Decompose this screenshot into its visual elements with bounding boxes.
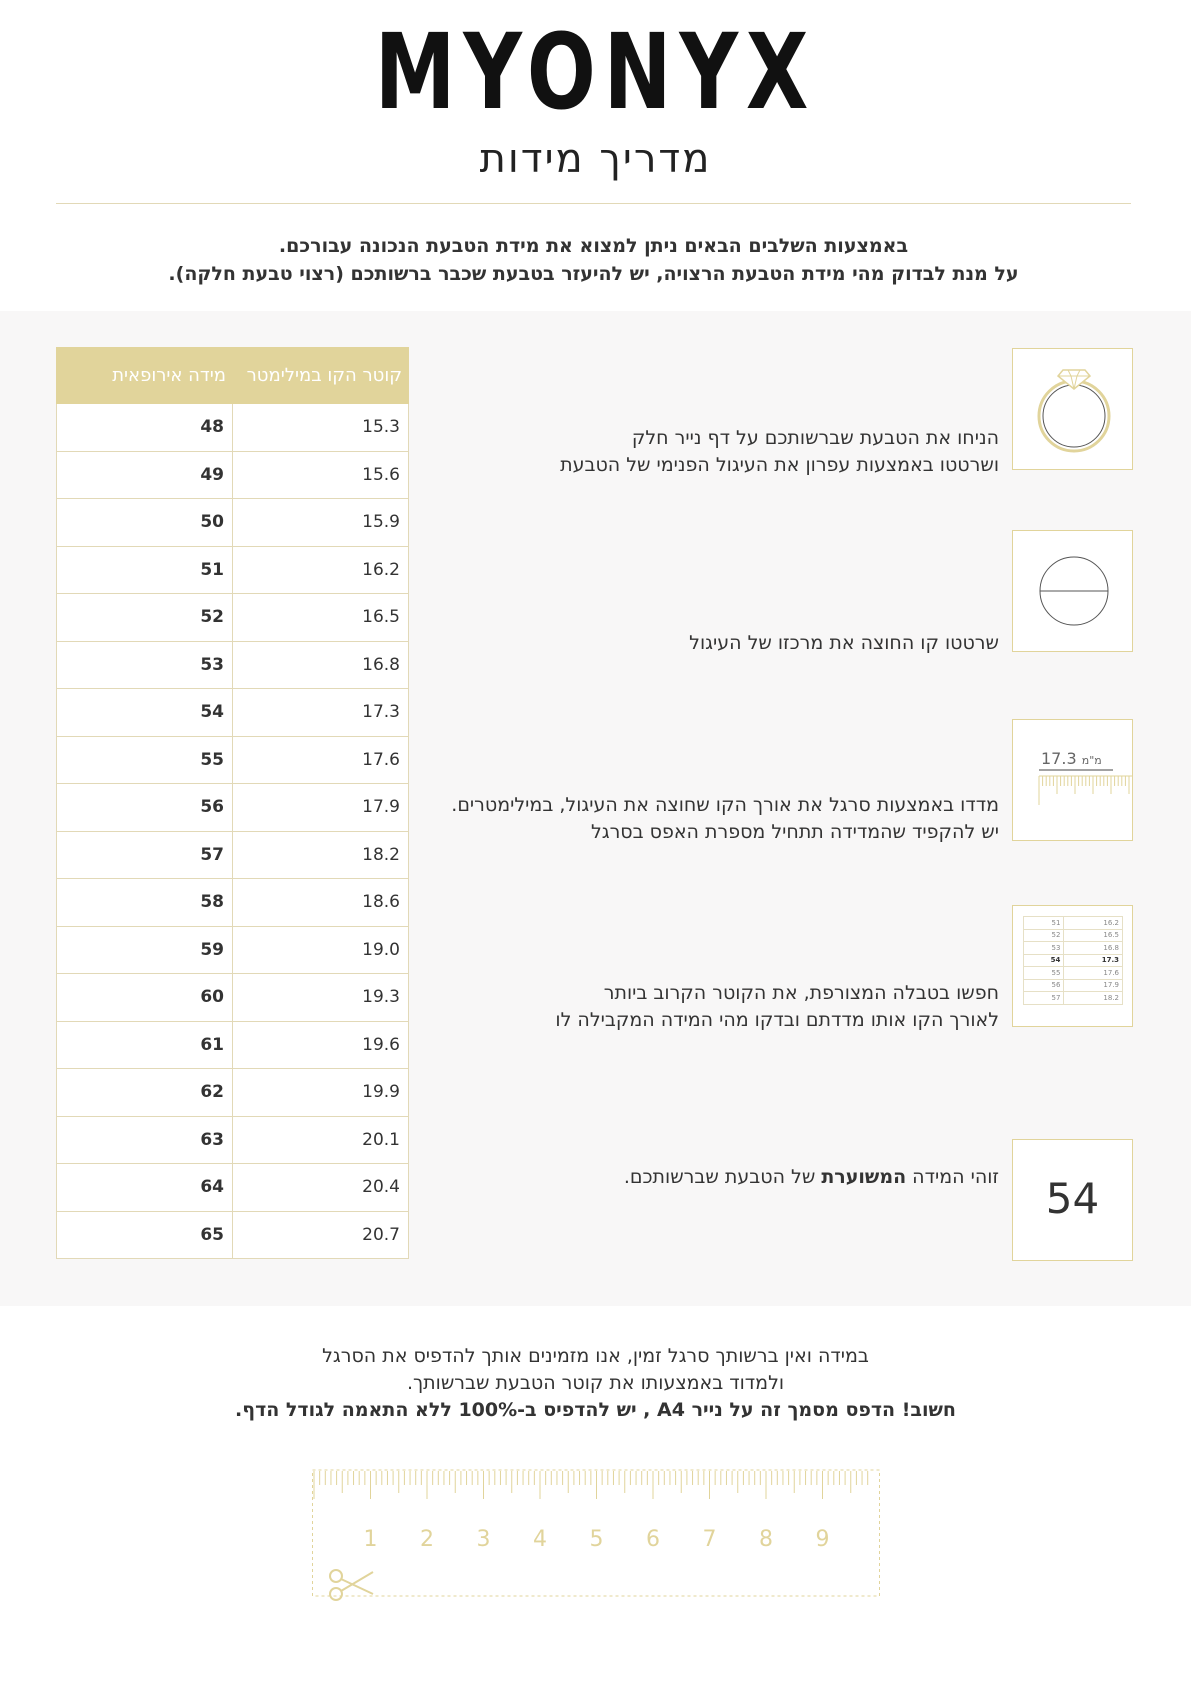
diameter-cell: 20.7 [233,1211,409,1259]
ruler-number: 8 [759,1527,773,1552]
diameter-cell: 15.9 [233,499,409,547]
diameter-cell: 20.1 [233,1116,409,1164]
mini-size-cell: 54 [1024,954,1064,967]
table-row [57,1116,409,1164]
mini-diameter-cell: 17.9 [1064,979,1123,992]
step5-size-box [1012,1139,1133,1261]
ruler-number: 1 [363,1527,378,1552]
diameter-cell: 17.6 [233,736,409,784]
step2-line-1: שרטטו קו החוצה את מרכזו של העיגול [689,632,999,654]
mini-table-row [1024,967,1123,980]
mini-table-row [1024,917,1123,930]
diameter-cell: 17.3 [233,689,409,737]
diameter-cell: 18.6 [233,879,409,927]
step4-line-1: חפשו בטבלה המצורפת, את הקוטר הקרוב ביותר [603,982,999,1004]
footer-line-1: במידה ואין ברשותך סרגל זמין, אנו מזמינים אותך להדפיס את הסרגל [322,1345,869,1367]
scissors-icon [327,1564,375,1604]
table-row [57,974,409,1022]
size-cell: 49 [57,451,233,499]
step3-ruler-illustration [1012,719,1133,841]
step5-text [419,1164,999,1191]
ruler-number: 7 [702,1527,717,1552]
mini-size-cell: 52 [1024,929,1064,942]
intro-line-2: על מנת לבדוק מהי מידת הטבעת הרצויה, יש להיעזר בטבעת שכבר ברשותכם (רצוי טבעת חלקה). [168,263,1019,285]
ruler-number: 6 [646,1527,660,1552]
size-cell: 51 [57,546,233,594]
mini-diameter-cell: 17.3 [1064,954,1123,967]
size-cell: 48 [57,404,233,452]
table-row [57,784,409,832]
mini-diameter-cell: 17.6 [1064,967,1123,980]
mini-table-row [1024,942,1123,955]
step4-text [419,980,999,1034]
size-cell: 60 [57,974,233,1022]
table-row [57,1069,409,1117]
printable-ruler [312,1469,880,1597]
diameter-cell: 16.2 [233,546,409,594]
mini-size-cell: 53 [1024,942,1064,955]
step4-table-illustration [1012,905,1133,1027]
diameter-cell: 18.2 [233,831,409,879]
step3-line-2: יש להקפיד שהמדידה תתחיל מספרת האפס בסרגל [590,821,999,843]
size-cell: 59 [57,926,233,974]
step2-circle-illustration [1012,530,1133,652]
mini-size-cell: 56 [1024,979,1064,992]
step3-text [419,792,999,846]
table-row [57,546,409,594]
diameter-cell: 19.6 [233,1021,409,1069]
diameter-cell: 19.9 [233,1069,409,1117]
mini-table-row [1024,954,1123,967]
ruler-number: 4 [533,1527,547,1552]
ruler-value: 17.3 [1041,749,1077,768]
ring-icon [1013,349,1132,469]
mini-size-cell: 57 [1024,992,1064,1005]
table-row [57,404,409,452]
mini-diameter-cell: 16.5 [1064,929,1123,942]
table-row [57,594,409,642]
bisected-circle-icon [1013,531,1132,651]
ruler-number: 9 [815,1527,830,1552]
footer-line-3: חשוב! הדפס מסמך זה על נייר A4 , יש להדפיס ב-100% ללא התאמה לגודל הדף. [235,1399,956,1421]
table-row [57,1211,409,1259]
step2-text [419,630,999,657]
table-header-row [57,348,409,404]
diameter-cell: 19.0 [233,926,409,974]
mini-diameter-cell: 18.2 [1064,992,1123,1005]
result-size-value: 54 [1045,1174,1100,1223]
table-row [57,451,409,499]
mini-size-table [1023,916,1123,1005]
table-row [57,641,409,689]
diameter-cell: 17.9 [233,784,409,832]
header-divider [56,203,1131,204]
step1-line-2: ושרטטו באמצעות עפרון את העיגול הפנימי של הטבעת [560,454,999,476]
step5-prefix: זוהי המידה [906,1166,999,1188]
table-row [57,1164,409,1212]
footer-text [0,1343,1191,1424]
step1-ring-illustration [1012,348,1133,470]
mini-table-row [1024,992,1123,1005]
mini-size-cell: 55 [1024,967,1064,980]
intro-text [56,232,1131,288]
size-table [56,347,409,1259]
table-row [57,1021,409,1069]
mini-table-row [1024,979,1123,992]
ruler-unit: מ"מ [1081,754,1102,767]
size-cell: 52 [57,594,233,642]
size-cell: 62 [57,1069,233,1117]
step1-line-1: הניחו את הטבעת שברשותכם על דף נייר חלק [631,427,999,449]
step3-line-1: מדדו באמצעות סרגל את אורך הקו שחוצה את העיגול, במילימטרים. [451,794,999,816]
size-cell: 57 [57,831,233,879]
size-cell: 65 [57,1211,233,1259]
size-column-header: מידה אירופאית [57,348,233,404]
table-row [57,879,409,927]
diameter-cell: 16.5 [233,594,409,642]
diameter-cell: 15.6 [233,451,409,499]
step1-text [419,425,999,479]
footer-line-2: ולמדוד באמצעותו את קוטר הטבעת שברשותך. [406,1372,785,1394]
mini-diameter-cell: 16.8 [1064,942,1123,955]
size-cell: 54 [57,689,233,737]
step5-bold: המשוערת [821,1166,907,1188]
size-cell: 63 [57,1116,233,1164]
diameter-cell: 16.8 [233,641,409,689]
size-cell: 56 [57,784,233,832]
ruler-number: 2 [420,1527,434,1552]
table-row [57,499,409,547]
mini-ruler-icon [1013,720,1132,840]
size-cell: 58 [57,879,233,927]
size-cell: 61 [57,1021,233,1069]
size-table-body [57,404,409,1259]
size-cell: 53 [57,641,233,689]
ruler-graphic [312,1469,880,1597]
step4-line-2: לאורך הקו אותו מדדתם ובדקו מהי המידה המקבילה לו [555,1009,999,1031]
diameter-column-header: קוטר הקו במילימטר [233,348,409,404]
mini-diameter-cell: 16.2 [1064,917,1123,930]
table-row [57,736,409,784]
size-cell: 64 [57,1164,233,1212]
mini-table-row [1024,929,1123,942]
ruler-number: 3 [476,1527,491,1552]
table-row [57,831,409,879]
size-cell: 55 [57,736,233,784]
diameter-cell: 19.3 [233,974,409,1022]
brand-logo: MYONYX [374,11,817,133]
diameter-cell: 15.3 [233,404,409,452]
ruler-number: 5 [589,1527,604,1552]
page-title: מדריך מידות [479,136,712,182]
size-cell: 50 [57,499,233,547]
table-row [57,926,409,974]
mini-size-cell: 51 [1024,917,1064,930]
step5-suffix: של הטבעת שברשותכם. [623,1166,822,1188]
intro-line-1: באמצעות השלבים הבאים ניתן למצוא את מידת הטבעת הנכונה עבורכם. [278,235,909,257]
diameter-cell: 20.4 [233,1164,409,1212]
table-row [57,689,409,737]
